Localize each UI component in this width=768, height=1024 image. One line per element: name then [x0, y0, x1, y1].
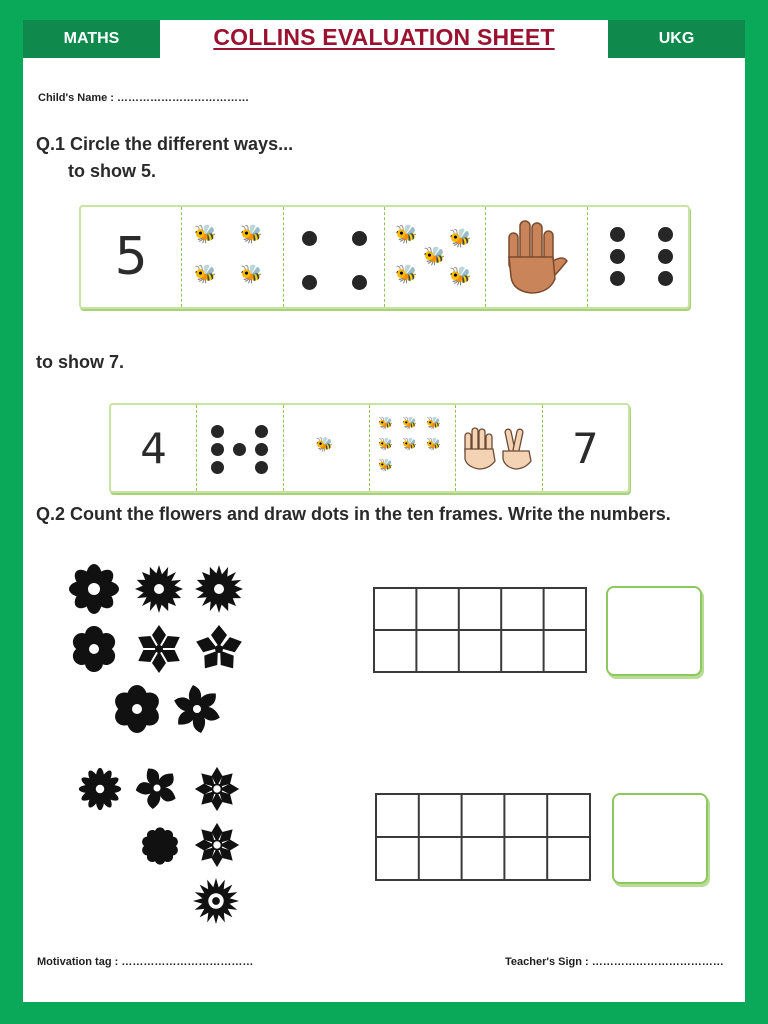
show-five-strip	[79, 205, 690, 309]
page-title: COLLINS EVALUATION SHEET	[213, 24, 555, 50]
dot	[255, 425, 268, 438]
bee-icon: 🐝	[422, 246, 446, 266]
cell-hands-seven[interactable]	[456, 405, 542, 491]
q1-subheading-five: to show 5.	[68, 161, 157, 181]
answer-box[interactable]	[606, 586, 702, 676]
motivation-tag-label: Motivation tag : ………………………………	[37, 956, 254, 968]
bee-icon: 🐝	[394, 264, 418, 284]
bee-icon: 🐝	[425, 416, 441, 430]
numeral-five: 5	[114, 227, 148, 287]
show-seven-strip	[109, 403, 630, 493]
bee-icon: 🐝	[377, 458, 393, 472]
flower-icon	[193, 765, 241, 813]
dot	[302, 275, 317, 290]
cell-one-bee[interactable]	[284, 405, 370, 491]
grade-tag: UKG	[608, 20, 745, 58]
child-name-label: Child's Name : ………………………………	[38, 92, 250, 104]
cell-numeral-seven[interactable]	[543, 405, 628, 491]
flower-icon	[137, 823, 183, 869]
cell-hand-five[interactable]	[486, 207, 587, 307]
flower-icon	[133, 563, 185, 615]
dot	[658, 227, 673, 242]
dot	[658, 249, 673, 264]
cell-six-dots[interactable]	[588, 207, 688, 307]
cell-five-bees[interactable]	[385, 207, 486, 307]
open-hand-icon	[501, 217, 571, 297]
flower-icon	[68, 563, 120, 615]
numeral-seven: 7	[571, 423, 599, 473]
cell-seven-bees[interactable]	[370, 405, 456, 491]
bee-icon: 🐝	[425, 437, 441, 451]
dot	[302, 231, 317, 246]
dot	[255, 461, 268, 474]
bee-icon: 🐝	[448, 228, 472, 248]
bee-icon: 🐝	[194, 224, 217, 244]
bee-icon: 🐝	[377, 437, 393, 451]
flower-icon	[191, 876, 241, 926]
q2-heading: Q.2 Count the flowers and draw dots in the ten frames. Write the numbers.	[36, 504, 671, 524]
dot	[658, 271, 673, 286]
cell-numeral-five[interactable]	[81, 207, 182, 307]
dot	[610, 249, 625, 264]
flower-icon	[193, 623, 245, 675]
flower-icon	[171, 683, 223, 735]
flower-icon	[134, 765, 180, 811]
dot	[211, 461, 224, 474]
cell-four-bees[interactable]	[182, 207, 283, 307]
flower-icon	[68, 623, 120, 675]
bee-icon: 🐝	[377, 416, 393, 430]
subject-tag: MATHS	[23, 20, 160, 58]
dot	[211, 443, 224, 456]
dot	[610, 271, 625, 286]
bee-icon: 🐝	[394, 224, 418, 244]
answer-box[interactable]	[612, 793, 708, 884]
bee-icon: 🐝	[448, 266, 472, 286]
ten-frame[interactable]	[374, 792, 592, 882]
dot	[610, 227, 625, 242]
cell-seven-dots[interactable]	[197, 405, 283, 491]
numeral-four: 4	[140, 423, 168, 473]
q1-subheading-seven: to show 7.	[36, 352, 125, 372]
bee-icon: 🐝	[315, 436, 334, 452]
bee-icon: 🐝	[240, 224, 263, 244]
ten-frame[interactable]	[372, 586, 590, 674]
dot	[233, 443, 246, 456]
flower-icon	[111, 683, 163, 735]
bee-icon: 🐝	[194, 264, 217, 284]
bee-icon: 🐝	[401, 416, 417, 430]
dot	[352, 231, 367, 246]
flower-icon	[133, 623, 185, 675]
flower-icon	[193, 563, 245, 615]
flower-icon	[78, 767, 122, 811]
q1-heading: Q.1 Circle the different ways...	[36, 134, 294, 154]
dot	[211, 425, 224, 438]
bee-icon: 🐝	[401, 437, 417, 451]
teacher-sign-label: Teacher's Sign : ………………………………	[505, 956, 724, 968]
dot	[255, 443, 268, 456]
bee-icon: 🐝	[240, 264, 263, 284]
flower-icon	[193, 821, 241, 869]
two-hands-icon	[461, 425, 537, 471]
cell-four-dots[interactable]	[284, 207, 385, 307]
cell-numeral-four[interactable]	[111, 405, 197, 491]
dot	[352, 275, 367, 290]
